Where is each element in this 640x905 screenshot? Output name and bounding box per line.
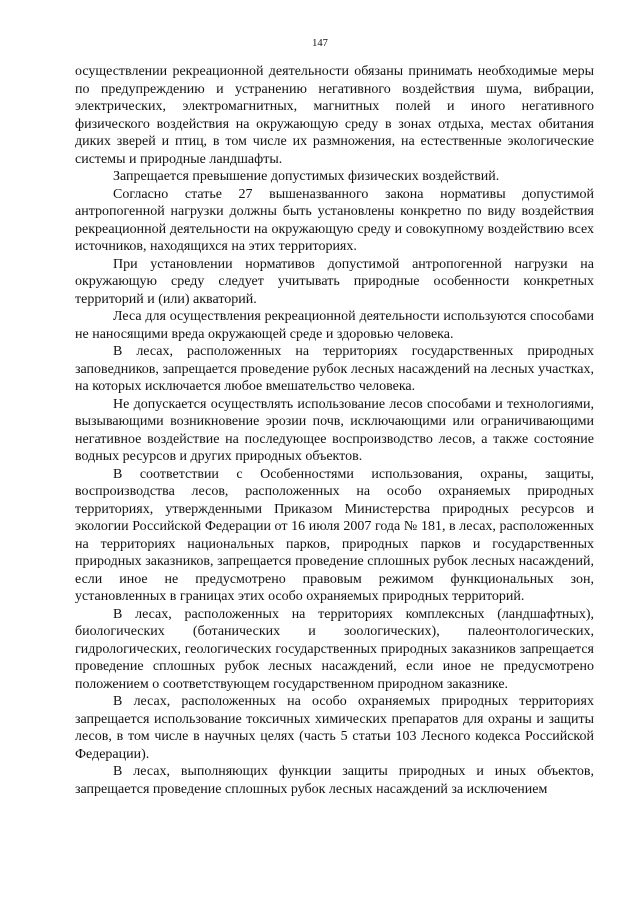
paragraph: В лесах, расположенных на территориях комплексных (ландшафтных), биологических (ботанических и зоологических), палеонтологических, гидрологических, геологических государственных природных заказников запрещается проведение сплошных рубок лесных насаждений, если иное не предусмотрено положением о соответствующем государственном природном заказнике. xyxy=(75,606,594,692)
paragraph-last: В лесах, выполняющих функции защиты природных и иных объектов, запрещается проведение сплошных рубок лесных насаждений за исключением xyxy=(75,764,594,797)
page-number: 147 xyxy=(312,38,328,49)
paragraph: В лесах, расположенных на особо охраняемых природных территориях запрещается использование токсичных химических препаратов для охраны и защиты лесов, в том числе в научных целях (часть 5 статьи 103 Лесного кодекса Российской Федерации). xyxy=(75,694,594,762)
paragraph: Не допускается осуществлять использование лесов способами и технологиями, вызывающими возникновение эрозии почв, исключающими или ограничивающими негативное воздействие на последующее воспроизводство лесов, а также состояние водных ресурсов и других природных объектов. xyxy=(75,396,594,464)
paragraph: В соответствии с Особенностями использования, охраны, защиты, воспроизводства лесов, расположенных на особо охраняемых природных территориях, утвержденными Приказом Министерства природных ресурсов и экологии Российской Федерации от 16 июля 2007 года № 181, в лесах, расположенных на территориях национальных парков, природных парков и государственных природных заказников, запрещается проведение сплошных рубок лесных насаждений, если иное не предусмотрено правовым режимом функциональных зон, установленных в границах этих особо охраняемых природных территорий. xyxy=(75,466,594,604)
paragraph: Согласно статье 27 вышеназванного закона нормативы допустимой антропогенной нагрузки должны быть установлены конкретно по виду воздействия рекреационной деятельности на окружающую среду и совокупному воздействию всех источников, находящихся на этих территориях. xyxy=(75,186,594,254)
paragraph: В лесах, расположенных на территориях государственных природных заповедников, запрещается проведение рубок лесных насаждений на лесных участках, на которых исключается любое вмешательство человека. xyxy=(75,344,594,394)
paragraph: Леса для осуществления рекреационной деятельности используются способами не наносящими вреда окружающей среде и здоровью человека. xyxy=(75,309,594,342)
paragraph: При установлении нормативов допустимой антропогенной нагрузки на окружающую среду следует учитывать природные особенности конкретных территорий и (или) акваторий. xyxy=(75,256,594,307)
paragraph: Запрещается превышение допустимых физических воздействий. xyxy=(113,169,500,184)
document-body xyxy=(75,63,594,798)
paragraph-continuation: осуществлении рекреационной деятельности обязаны принимать необходимые меры по предупреждению и устранению негативного воздействия шума, вибрации, электрических, электромагнитных, магнитных полей и иного негативного физического воздействия на окружающую среду в зонах отдыха, местах обитания диких зверей и птиц, в том числе их размножения, на естественные экологические системы и природные ландшафты. xyxy=(75,64,594,167)
